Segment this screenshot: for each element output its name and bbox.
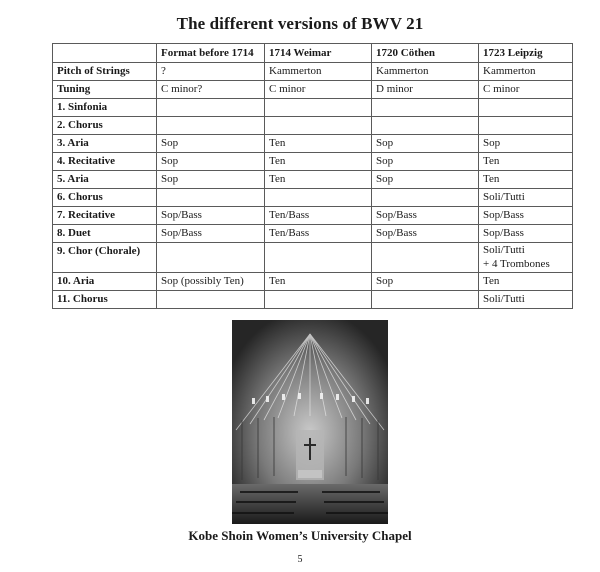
table-cell: Sop/Bass <box>479 225 573 243</box>
row-label: 1. Sinfonia <box>53 99 157 117</box>
table-cell <box>372 291 479 309</box>
table-row <box>53 99 573 117</box>
table-header-row <box>53 44 573 63</box>
table-row <box>53 273 573 291</box>
photo-caption: Kobe Shoin Women’s University Chapel <box>188 528 412 543</box>
header-cell-blank <box>53 44 157 63</box>
table-row <box>53 189 573 207</box>
header-cell-1723-leipzig: 1723 Leipzig <box>479 44 573 63</box>
table-cell: Sop <box>479 135 573 153</box>
table-cell: Soli/Tutti + 4 Trombones <box>479 243 573 273</box>
table-row <box>53 81 573 99</box>
table-cell: Sop <box>372 273 479 291</box>
table-cell: Ten <box>265 171 372 189</box>
table-cell <box>372 99 479 117</box>
row-label: 10. Aria <box>53 273 157 291</box>
table-cell: C minor <box>265 81 372 99</box>
row-label: 7. Recitative <box>53 207 157 225</box>
page-title: The different versions of BWV 21 <box>176 14 424 33</box>
table-cell: Sop/Bass <box>479 207 573 225</box>
table-cell: Sop <box>372 135 479 153</box>
row-label: 8. Duet <box>53 225 157 243</box>
table-row <box>53 171 573 189</box>
row-label: 4. Recitative <box>53 153 157 171</box>
table-cell <box>479 117 573 135</box>
table-cell: D minor <box>372 81 479 99</box>
table-cell: ? <box>157 63 265 81</box>
table-row <box>53 63 573 81</box>
row-label: 3. Aria <box>53 135 157 153</box>
table-cell: Sop <box>372 171 479 189</box>
table-cell <box>265 99 372 117</box>
table-cell: Kammerton <box>372 63 479 81</box>
table-cell: Sop <box>157 153 265 171</box>
table-cell <box>372 189 479 207</box>
table-cell <box>265 117 372 135</box>
table-cell <box>265 243 372 273</box>
table-cell: Ten <box>265 153 372 171</box>
header-cell-before-1714: Format before 1714 <box>157 44 265 63</box>
table-cell: Sop <box>157 135 265 153</box>
table-row <box>53 135 573 153</box>
table-cell: Ten/Bass <box>265 225 372 243</box>
table-cell <box>265 189 372 207</box>
table-body <box>53 63 573 309</box>
table-cell: Sop/Bass <box>157 225 265 243</box>
table-cell: Ten <box>265 135 372 153</box>
table-cell: Ten/Bass <box>265 207 372 225</box>
header-cell-1720-cothen: 1720 Cöthen <box>372 44 479 63</box>
table-cell: Sop/Bass <box>372 207 479 225</box>
row-label: Tuning <box>53 81 157 99</box>
table-cell: Soli/Tutti <box>479 189 573 207</box>
table-row <box>53 225 573 243</box>
table-cell <box>157 243 265 273</box>
table-cell: Soli/Tutti <box>479 291 573 309</box>
table-row <box>53 153 573 171</box>
table-cell: Ten <box>479 153 573 171</box>
row-label: 5. Aria <box>53 171 157 189</box>
chapel-photo <box>232 320 388 524</box>
table-row <box>53 117 573 135</box>
row-label: 6. Chorus <box>53 189 157 207</box>
table-cell: Sop <box>372 153 479 171</box>
table-cell: Sop (possibly Ten) <box>157 273 265 291</box>
table-cell: Sop/Bass <box>157 207 265 225</box>
table-cell: Sop <box>157 171 265 189</box>
table-cell <box>479 99 573 117</box>
header-cell-1714-weimar: 1714 Weimar <box>265 44 372 63</box>
table-cell <box>157 117 265 135</box>
table-cell <box>372 243 479 273</box>
table-cell: Kammerton <box>479 63 573 81</box>
table-row <box>53 291 573 309</box>
table-cell: Sop/Bass <box>372 225 479 243</box>
row-label: 9. Chor (Chorale) <box>53 243 157 273</box>
table-cell: C minor? <box>157 81 265 99</box>
table-row <box>53 243 573 273</box>
row-label: Pitch of Strings <box>53 63 157 81</box>
page-number: 5 <box>297 554 303 565</box>
row-label: 2. Chorus <box>53 117 157 135</box>
table-cell: Ten <box>479 273 573 291</box>
table-cell <box>157 291 265 309</box>
table-cell <box>157 99 265 117</box>
table-cell: Ten <box>265 273 372 291</box>
table-cell <box>265 291 372 309</box>
table-cell <box>372 117 479 135</box>
row-label: 11. Chorus <box>53 291 157 309</box>
versions-table <box>52 43 573 309</box>
table-cell <box>157 189 265 207</box>
table-row <box>53 207 573 225</box>
table-cell: C minor <box>479 81 573 99</box>
table-cell: Kammerton <box>265 63 372 81</box>
chapel-interior-image <box>232 320 388 524</box>
table-cell: Ten <box>479 171 573 189</box>
